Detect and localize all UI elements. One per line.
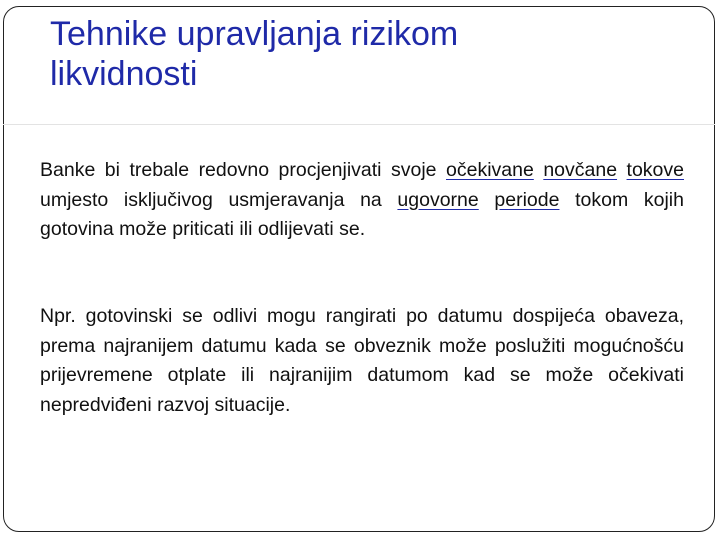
underlined-term-ugovorne: ugovorne — [397, 188, 479, 211]
paragraph-1-space-2 — [617, 159, 627, 181]
slide-title — [50, 14, 610, 94]
underlined-term-ocekivane: očekivane — [446, 159, 534, 181]
paragraph-1-text-1: Banke bi trebale redovno procjenjivati svoje — [40, 159, 446, 181]
paragraph-1-space-1 — [534, 159, 544, 181]
underlined-term-tokove: tokove — [626, 159, 684, 181]
slide-title-line-2: likvidnosti — [50, 55, 198, 93]
paragraph-1-text-2: umjesto isključivog usmjeravanja na — [40, 188, 398, 211]
paragraph-1-space-3 — [479, 189, 495, 211]
title-divider — [3, 124, 715, 125]
paragraph-1-text-3: tokom kojih gotovina može priticati ili odlijevati se. — [40, 188, 684, 240]
body-paragraph-2: Npr. gotovinski se odlivi mogu rangirati po datumu dospijeća obaveza, prema najranijem datumu kada se obveznik može poslužiti mogućnošću prijevremene otplate ili najranijim datumom kad se može očekivati nepredviđeni razvoj situacije. — [40, 305, 684, 416]
underlined-term-novcane: novčane — [543, 159, 618, 181]
body-paragraph-1 — [40, 156, 684, 245]
slide-title-line-1: Tehnike upravljanja rizikom — [50, 15, 459, 53]
underlined-term-periode: periode — [494, 188, 560, 211]
